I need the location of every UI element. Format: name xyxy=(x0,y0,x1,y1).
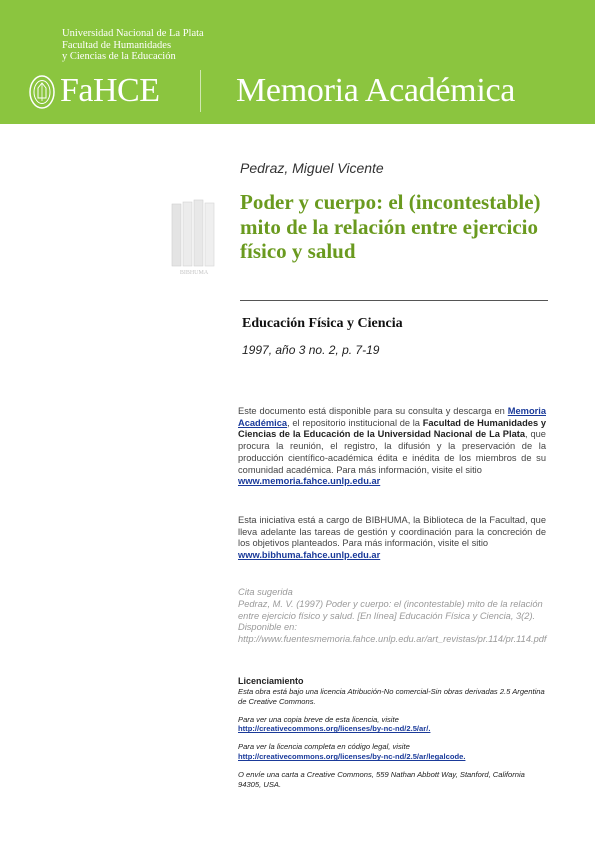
journal-name: Educación Física y Ciencia xyxy=(242,316,403,331)
banner-divider xyxy=(200,70,201,112)
bibhuma-info-paragraph xyxy=(238,515,546,562)
info-text-3: , que procura la reunión, el registro, la difusión y la preservación de la producción científico-académica édita e inédita de los miembros de su comunidad académica. Para más información, visite el sitio xyxy=(238,429,546,475)
books-caption: BIBHUMA xyxy=(179,270,209,276)
memoria-url-link[interactable]: www.memoria.fahce.unlp.edu.ar xyxy=(238,476,381,487)
memoria-academica-link[interactable]: Memoria Académica xyxy=(238,406,546,428)
article-author: Pedraz, Miguel Vicente xyxy=(240,160,384,176)
institution-lines xyxy=(62,28,204,63)
suggested-citation xyxy=(238,587,548,646)
license-section xyxy=(238,676,550,790)
license-heading: Licenciamiento xyxy=(238,676,304,686)
suggested-citation-heading: Cita sugerida xyxy=(238,587,293,597)
faculty-logo-text: FaHCE xyxy=(60,72,160,109)
license-text: Esta obra está bajo una licencia Atribución-No comercial-Sin obras derivadas 2.5 Argentina de Creative Commons. xyxy=(238,687,545,706)
university-name: Universidad Nacional de La Plata xyxy=(62,28,204,39)
license-short-text: Para ver una copia breve de esta licencia, visite xyxy=(238,714,399,724)
license-legal-link[interactable]: http://creativecommons.org/licenses/by-nc-nd/2.5/ar/legalcode. xyxy=(238,752,466,762)
bibhuma-text: Esta iniciativa está a cargo de BIBHUMA, la Biblioteca de la Facultad, que lleva adelante las tareas de gestión y coordinación para la concreción de los objetivos planteados. Para más información, visite el sitio xyxy=(238,515,546,549)
header-banner xyxy=(0,0,595,124)
faculty-full-name: Facultad de Humanidades y Ciencias de la Educación de la Universidad Nacional de La Plata xyxy=(238,417,546,440)
license-legal-text: Para ver la licencia completa en código legal, visite xyxy=(238,742,410,752)
faculty-name-line2: y Ciencias de la Educación xyxy=(62,51,176,62)
bibhuma-url-link[interactable]: www.bibhuma.fahce.unlp.edu.ar xyxy=(238,550,381,561)
title-divider xyxy=(240,300,548,301)
article-title: Poder y cuerpo: el (incontestable) mito de la relación entre ejercicio físico y salud xyxy=(240,190,541,263)
license-short-link[interactable]: http://creativecommons.org/licenses/by-nc-nd/2.5/ar/. xyxy=(238,724,431,734)
info-text-2: , el repositorio institucional de la xyxy=(287,417,423,428)
repository-name: Memoria Académica xyxy=(236,72,516,109)
issue-citation: 1997, año 3 no. 2, p. 7-19 xyxy=(242,343,380,357)
university-seal-icon xyxy=(28,74,56,110)
books-icon xyxy=(166,196,222,276)
suggested-citation-text: Pedraz, M. V. (1997) Poder y cuerpo: el (incontestable) mito de la relación entre ejercicio físico y salud. [En línea] Educación Física y Ciencia, 3(2). Disponible en: http://www.fuentesmemoria.fahce.unlp.edu.ar/art_revistas/pr.114/pr.114.pdf xyxy=(238,598,547,645)
info-text-1: Este documento está disponible para su consulta y descarga en xyxy=(238,406,508,416)
faculty-name-line1: Facultad de Humanidades xyxy=(62,39,172,51)
license-mail-text: O envíe una carta a Creative Commons, 559 Nathan Abbott Way, Stanford, California 94305, USA. xyxy=(238,770,525,789)
repository-info-paragraph xyxy=(238,406,546,488)
